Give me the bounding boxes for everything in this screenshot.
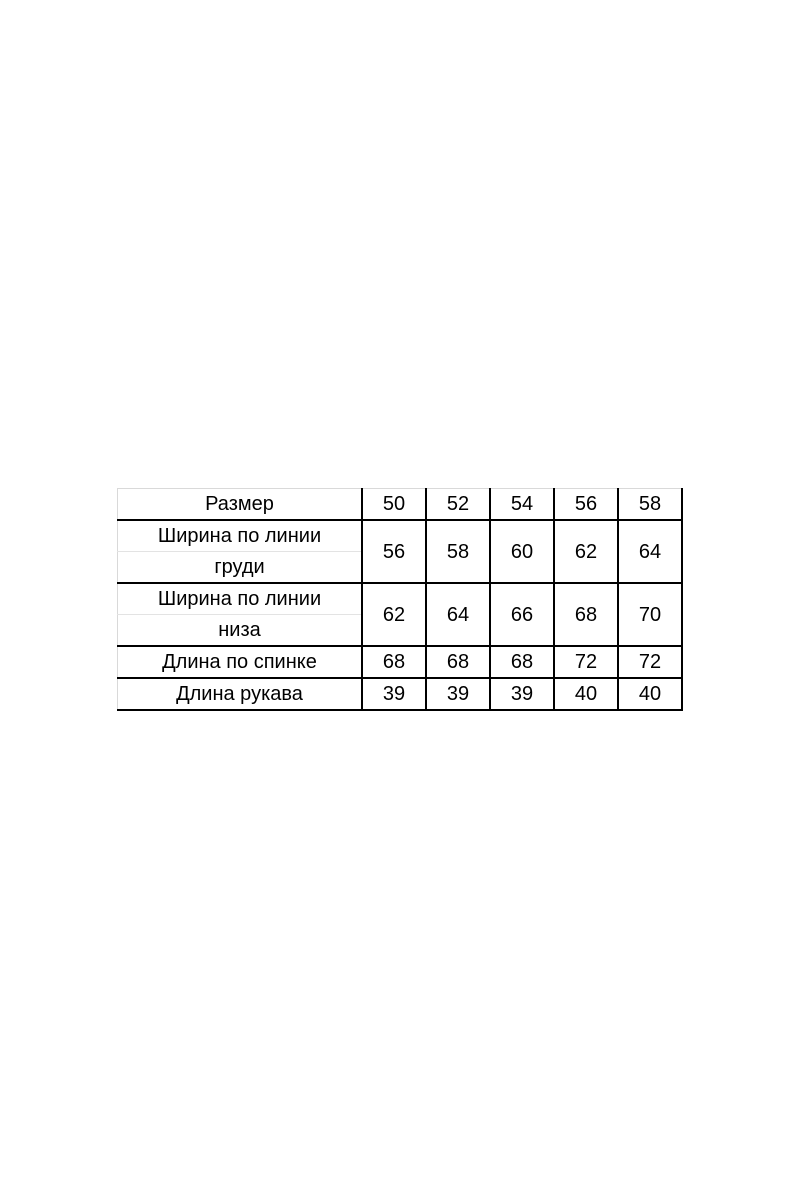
- table-row-back-length: [118, 646, 683, 678]
- value-cell: 40: [618, 678, 682, 710]
- value-cell: 39: [362, 678, 426, 710]
- size-cell: 56: [554, 489, 618, 521]
- value-cell: 68: [554, 583, 618, 646]
- row-label-line2: груди: [118, 552, 363, 584]
- size-cell: 54: [490, 489, 554, 521]
- size-chart-table: [117, 488, 683, 711]
- value-cell: 58: [426, 520, 490, 583]
- value-cell: 64: [618, 520, 682, 583]
- row-label-line2: низа: [118, 615, 363, 647]
- value-cell: 39: [426, 678, 490, 710]
- value-cell: 70: [618, 583, 682, 646]
- value-cell: 62: [554, 520, 618, 583]
- value-cell: 72: [554, 646, 618, 678]
- value-cell: 68: [426, 646, 490, 678]
- row-label: Длина по спинке: [118, 646, 363, 678]
- table-row-sleeve-length: [118, 678, 683, 710]
- size-cell: 58: [618, 489, 682, 521]
- table-row-header: [118, 489, 683, 521]
- value-cell: 72: [618, 646, 682, 678]
- table-row-hem-width: [118, 583, 683, 615]
- value-cell: 64: [426, 583, 490, 646]
- row-label: Длина рукава: [118, 678, 363, 710]
- header-label-cell: Размер: [118, 489, 363, 521]
- table-row-chest-width: [118, 520, 683, 552]
- size-cell: 52: [426, 489, 490, 521]
- value-cell: 39: [490, 678, 554, 710]
- value-cell: 68: [362, 646, 426, 678]
- value-cell: 56: [362, 520, 426, 583]
- row-label-line1: Ширина по линии: [118, 583, 363, 615]
- value-cell: 60: [490, 520, 554, 583]
- size-cell: 50: [362, 489, 426, 521]
- value-cell: 40: [554, 678, 618, 710]
- value-cell: 68: [490, 646, 554, 678]
- value-cell: 66: [490, 583, 554, 646]
- row-label-line1: Ширина по линии: [118, 520, 363, 552]
- value-cell: 62: [362, 583, 426, 646]
